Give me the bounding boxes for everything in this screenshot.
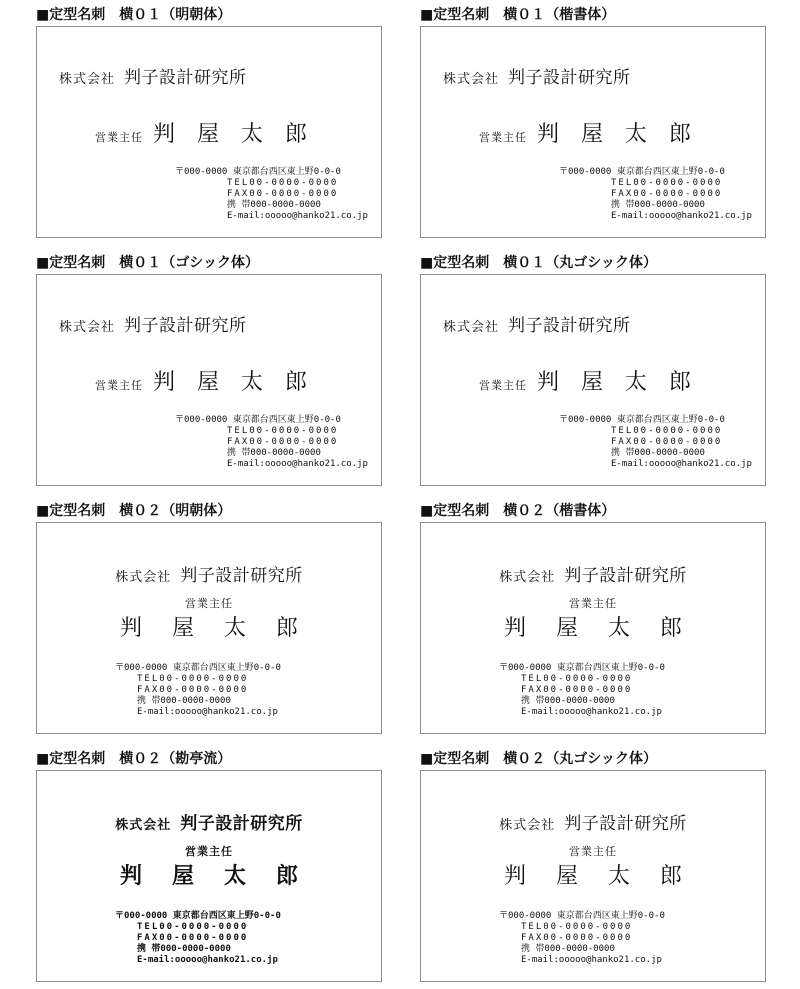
person-name: 判屋太郎 bbox=[537, 122, 714, 147]
tel-line: TEL00-0000-0000 bbox=[227, 178, 339, 188]
person-title: 営業主任 bbox=[95, 379, 143, 392]
company bbox=[443, 311, 631, 336]
person-name: 判屋太郎 bbox=[119, 864, 328, 889]
contact-block bbox=[115, 663, 281, 718]
mobile-line: 携 帯000-0000-0000 bbox=[521, 944, 615, 954]
tel-line: TEL00-0000-0000 bbox=[137, 674, 249, 684]
person-title: 営業主任 bbox=[569, 845, 617, 858]
contact-block bbox=[175, 167, 368, 222]
email-line: E-mail:ooooo@hanko21.co.jp bbox=[521, 955, 662, 965]
address-line: 〒000-0000 東京都台西区東上野0-0-0 bbox=[175, 415, 341, 425]
email-line: E-mail:ooooo@hanko21.co.jp bbox=[611, 211, 752, 221]
person bbox=[479, 365, 713, 396]
person-title: 営業主任 bbox=[185, 845, 233, 858]
company bbox=[59, 63, 247, 88]
person-title: 営業主任 bbox=[185, 597, 233, 610]
address-line: 〒000-0000 東京都台西区東上野0-0-0 bbox=[499, 911, 665, 921]
address-line: 〒000-0000 東京都台西区東上野0-0-0 bbox=[499, 663, 665, 673]
company bbox=[37, 561, 381, 586]
tel-line: TEL00-0000-0000 bbox=[137, 922, 249, 932]
company-name: 判子設計研究所 bbox=[180, 566, 303, 586]
company bbox=[59, 311, 247, 336]
person bbox=[95, 365, 329, 396]
tel-line: TEL00-0000-0000 bbox=[227, 426, 339, 436]
company-prefix: 株式会社 bbox=[59, 320, 116, 335]
person-name: 判屋太郎 bbox=[153, 122, 330, 147]
business-card bbox=[420, 26, 766, 238]
contact-block bbox=[175, 415, 368, 470]
person bbox=[479, 117, 713, 148]
email-line: E-mail:ooooo@hanko21.co.jp bbox=[137, 707, 278, 717]
mobile-line: 携 帯000-0000-0000 bbox=[521, 696, 615, 706]
company-prefix: 株式会社 bbox=[59, 72, 116, 87]
person-title: 営業主任 bbox=[95, 131, 143, 144]
address-line: 〒000-0000 東京都台西区東上野0-0-0 bbox=[559, 167, 725, 177]
email-line: E-mail:ooooo@hanko21.co.jp bbox=[227, 211, 368, 221]
person-name: 判屋太郎 bbox=[503, 864, 712, 889]
fax-line: FAX00-0000-0000 bbox=[611, 189, 723, 199]
fax-line: FAX00-0000-0000 bbox=[227, 189, 339, 199]
business-card bbox=[36, 274, 382, 486]
contact-block bbox=[559, 415, 752, 470]
fax-line: FAX00-0000-0000 bbox=[227, 437, 339, 447]
business-card bbox=[36, 522, 382, 734]
email-line: E-mail:ooooo@hanko21.co.jp bbox=[521, 707, 662, 717]
company-prefix: 株式会社 bbox=[499, 818, 556, 833]
email-line: E-mail:ooooo@hanko21.co.jp bbox=[611, 459, 752, 469]
sample-caption: ■定型名刺 横０１（丸ゴシック体） bbox=[420, 255, 657, 271]
company-name: 判子設計研究所 bbox=[124, 68, 247, 88]
contact-block bbox=[115, 911, 281, 966]
contact-block bbox=[559, 167, 752, 222]
company-prefix: 株式会社 bbox=[499, 570, 556, 585]
sample-caption: ■定型名刺 横０２（丸ゴシック体） bbox=[420, 751, 657, 767]
company-name: 判子設計研究所 bbox=[508, 68, 631, 88]
tel-line: TEL00-0000-0000 bbox=[611, 426, 723, 436]
person-title: 営業主任 bbox=[479, 379, 527, 392]
fax-line: FAX00-0000-0000 bbox=[137, 685, 249, 695]
company bbox=[421, 561, 765, 586]
address-line: 〒000-0000 東京都台西区東上野0-0-0 bbox=[115, 911, 281, 921]
tel-line: TEL00-0000-0000 bbox=[611, 178, 723, 188]
person-name: 判屋太郎 bbox=[153, 370, 330, 395]
company-name: 判子設計研究所 bbox=[508, 316, 631, 336]
sample-caption: ■定型名刺 横０２（勘亭流） bbox=[36, 751, 232, 767]
contact-block bbox=[499, 911, 665, 966]
mobile-line: 携 帯000-0000-0000 bbox=[227, 448, 321, 458]
company bbox=[443, 63, 631, 88]
email-line: E-mail:ooooo@hanko21.co.jp bbox=[227, 459, 368, 469]
tel-line: TEL00-0000-0000 bbox=[521, 922, 633, 932]
mobile-line: 携 帯000-0000-0000 bbox=[137, 696, 231, 706]
address-line: 〒000-0000 東京都台西区東上野0-0-0 bbox=[115, 663, 281, 673]
company-prefix: 株式会社 bbox=[115, 818, 172, 833]
fax-line: FAX00-0000-0000 bbox=[611, 437, 723, 447]
fax-line: FAX00-0000-0000 bbox=[521, 685, 633, 695]
company bbox=[37, 809, 381, 834]
sample-caption: ■定型名刺 横０１（楷書体） bbox=[420, 7, 616, 23]
sample-caption: ■定型名刺 横０１（ゴシック体） bbox=[36, 255, 259, 271]
company-name: 判子設計研究所 bbox=[124, 316, 247, 336]
email-line: E-mail:ooooo@hanko21.co.jp bbox=[137, 955, 278, 965]
person-name: 判屋太郎 bbox=[537, 370, 714, 395]
contact-block bbox=[499, 663, 665, 718]
business-card bbox=[36, 770, 382, 982]
business-card bbox=[420, 770, 766, 982]
address-line: 〒000-0000 東京都台西区東上野0-0-0 bbox=[175, 167, 341, 177]
tel-line: TEL00-0000-0000 bbox=[521, 674, 633, 684]
address-line: 〒000-0000 東京都台西区東上野0-0-0 bbox=[559, 415, 725, 425]
business-card bbox=[420, 522, 766, 734]
company-prefix: 株式会社 bbox=[115, 570, 172, 585]
person-title: 営業主任 bbox=[569, 597, 617, 610]
person bbox=[95, 117, 329, 148]
mobile-line: 携 帯000-0000-0000 bbox=[227, 200, 321, 210]
sample-caption: ■定型名刺 横０２（楷書体） bbox=[420, 503, 616, 519]
person-title: 営業主任 bbox=[479, 131, 527, 144]
company-name: 判子設計研究所 bbox=[564, 814, 687, 834]
fax-line: FAX00-0000-0000 bbox=[521, 933, 633, 943]
sample-caption: ■定型名刺 横０１（明朝体） bbox=[36, 7, 232, 23]
company-prefix: 株式会社 bbox=[443, 320, 500, 335]
person-name: 判屋太郎 bbox=[503, 616, 712, 641]
business-card bbox=[36, 26, 382, 238]
mobile-line: 携 帯000-0000-0000 bbox=[611, 448, 705, 458]
person-name: 判屋太郎 bbox=[119, 616, 328, 641]
company-name: 判子設計研究所 bbox=[564, 566, 687, 586]
company-prefix: 株式会社 bbox=[443, 72, 500, 87]
mobile-line: 携 帯000-0000-0000 bbox=[611, 200, 705, 210]
mobile-line: 携 帯000-0000-0000 bbox=[137, 944, 231, 954]
company-name: 判子設計研究所 bbox=[180, 814, 303, 834]
fax-line: FAX00-0000-0000 bbox=[137, 933, 249, 943]
business-card bbox=[420, 274, 766, 486]
sample-caption: ■定型名刺 横０２（明朝体） bbox=[36, 503, 232, 519]
company bbox=[421, 809, 765, 834]
